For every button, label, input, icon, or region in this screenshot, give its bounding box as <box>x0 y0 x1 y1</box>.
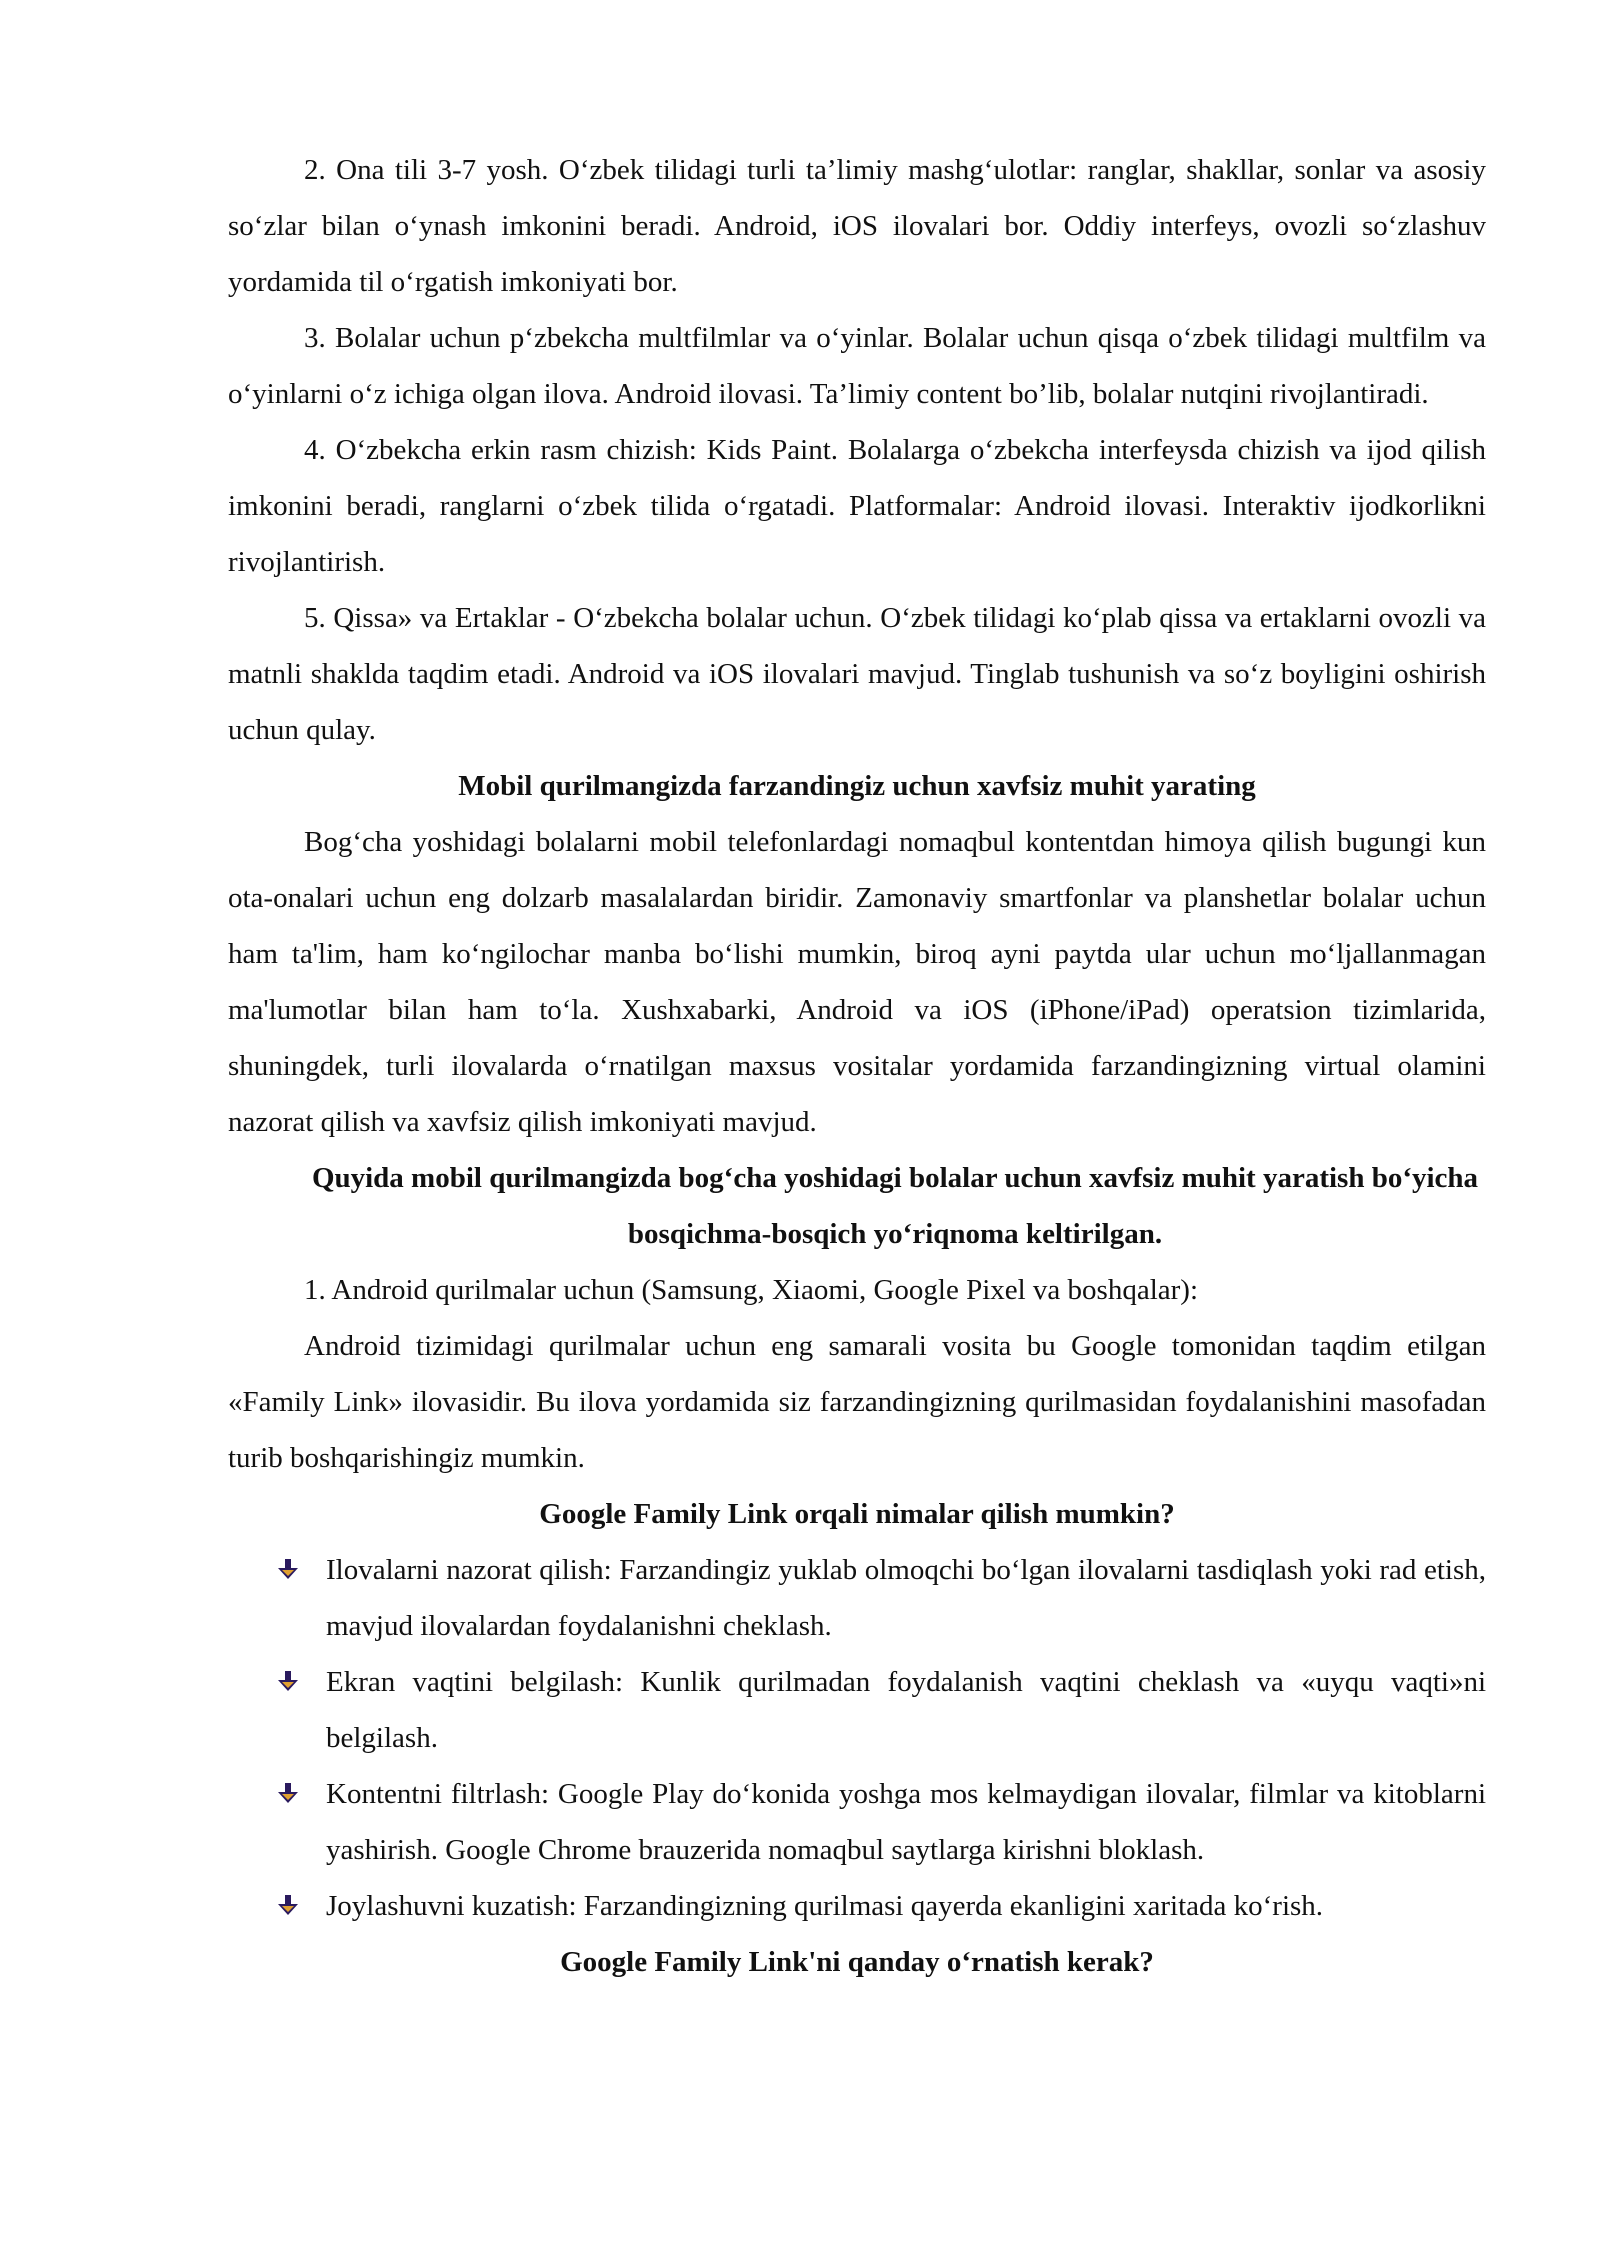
arrow-down-icon <box>278 1895 298 1917</box>
list-item <box>228 1766 1486 1878</box>
paragraph-app-ertaklar: 5. Qissa» va Ertaklar - O‘zbekcha bolalar uchun. O‘zbek tilidagi ko‘plab qissa va ertaklarni ovozli va matnli shaklda taqdim etadi. Android va iOS ilovalari mavjud. Tinglab tushunish va so‘z boyligini oshirish uchun qulay. <box>228 602 1486 746</box>
arrow-down-icon <box>278 1559 298 1581</box>
feature-list <box>228 1542 1486 1934</box>
arrow-down-icon <box>278 1671 298 1693</box>
paragraph-app-multfilmlar: 3. Bolalar uchun p‘zbekcha multfilmlar va o‘yinlar. Bolalar uchun qisqa o‘zbek tilidagi multfilm va o‘yinlarni o‘z ichiga olgan ilova. Android ilovasi. Ta’limiy content bo’lib, bolalar nutqini rivojlantiradi. <box>228 322 1486 410</box>
list-item-text: Ekran vaqtini belgilash: Kunlik qurilmadan foydalanish vaqtini cheklash va «uyqu vaqti»ni belgilash. <box>326 1666 1486 1754</box>
paragraph-app-ona-tili: 2. Ona tili 3-7 yosh. O‘zbek tilidagi turli ta’limiy mashg‘ulotlar: ranglar, shakllar, sonlar va asosiy so‘zlar bilan o‘ynash imkonini beradi. Android, iOS ilovalari bor. Oddiy interfeys, ovozli so‘zlashuv yordamida til o‘rgatish imkoniyati bor. <box>228 154 1486 298</box>
heading-step-guide: Quyida mobil qurilmangizda bog‘cha yoshidagi bolalar uchun xavfsiz muhit yaratish bo‘yicha bosqichma-bosqich yo‘riqnoma keltirilgan. <box>311 1162 1479 1250</box>
paragraph-android-body: Android tizimidagi qurilmalar uchun eng samarali vosita bu Google tomonidan taqdim etilgan «Family Link» ilovasidir. Bu ilova yordamida siz farzandingizning qurilmasidan foydalanishini masofadan turib boshqarishingiz mumkin. <box>228 1330 1486 1474</box>
list-item-text: Kontentni filtrlash: Google Play do‘konida yoshga mos kelmaydigan ilovalar, filmlar va kitoblarni yashirish. Google Chrome brauzerida nomaqbul saytlarga kirishni bloklash. <box>326 1778 1486 1866</box>
heading-safe-environment: Mobil qurilmangizda farzandingiz uchun xavfsiz muhit yarating <box>458 770 1256 802</box>
heading-family-link-features: Google Family Link orqali nimalar qilish mumkin? <box>539 1498 1175 1530</box>
paragraph-app-kids-paint: 4. O‘zbekcha erkin rasm chizish: Kids Paint. Bolalarga o‘zbekcha interfeysda chizish va ijod qilish imkonini beradi, ranglarni o‘zbek tilida o‘rgatadi. Platformalar: Android ilovasi. Interaktiv ijodkorlikni rivojlantirish. <box>228 434 1486 578</box>
heading-family-link-install: Google Family Link'ni qanday o‘rnatish kerak? <box>560 1946 1154 1978</box>
list-item <box>228 1542 1486 1654</box>
list-item-text: Joylashuvni kuzatish: Farzandingizning qurilmasi qayerda ekanligini xaritada ko‘rish. <box>326 1890 1324 1922</box>
list-item-text: Ilovalarni nazorat qilish: Farzandingiz yuklab olmoqchi bo‘lgan ilovalarni tasdiqlash yoki rad etish, mavjud ilovalardan foydalanishni cheklash. <box>326 1554 1486 1642</box>
paragraph-intro: Bog‘cha yoshidagi bolalarni mobil telefonlardagi nomaqbul kontentdan himoya qilish bugungi kun ota-onalari uchun eng dolzarb masalalardan biridir. Zamonaviy smartfonlar va planshetlar bolalar uchun ham ta'lim, ham ko‘ngilochar manba bo‘lishi mumkin, biroq ayni paytda ular uchun mo‘ljallanmagan ma'lumotlar bilan ham to‘la. Xushxabarki, Android va iOS (iPhone/iPad) operatsion tizimlarida, shuningdek, turli ilovalarda o‘rnatilgan maxsus vositalar yordamida farzandingizning virtual olamini nazorat qilish va xavfsiz qilish imkoniyati mavjud. <box>228 826 1486 1138</box>
paragraph-android-title: 1. Android qurilmalar uchun (Samsung, Xiaomi, Google Pixel va boshqalar): <box>304 1274 1199 1306</box>
arrow-down-icon <box>278 1783 298 1805</box>
list-item <box>228 1878 1486 1934</box>
document-page <box>228 142 1486 1990</box>
list-item <box>228 1654 1486 1766</box>
